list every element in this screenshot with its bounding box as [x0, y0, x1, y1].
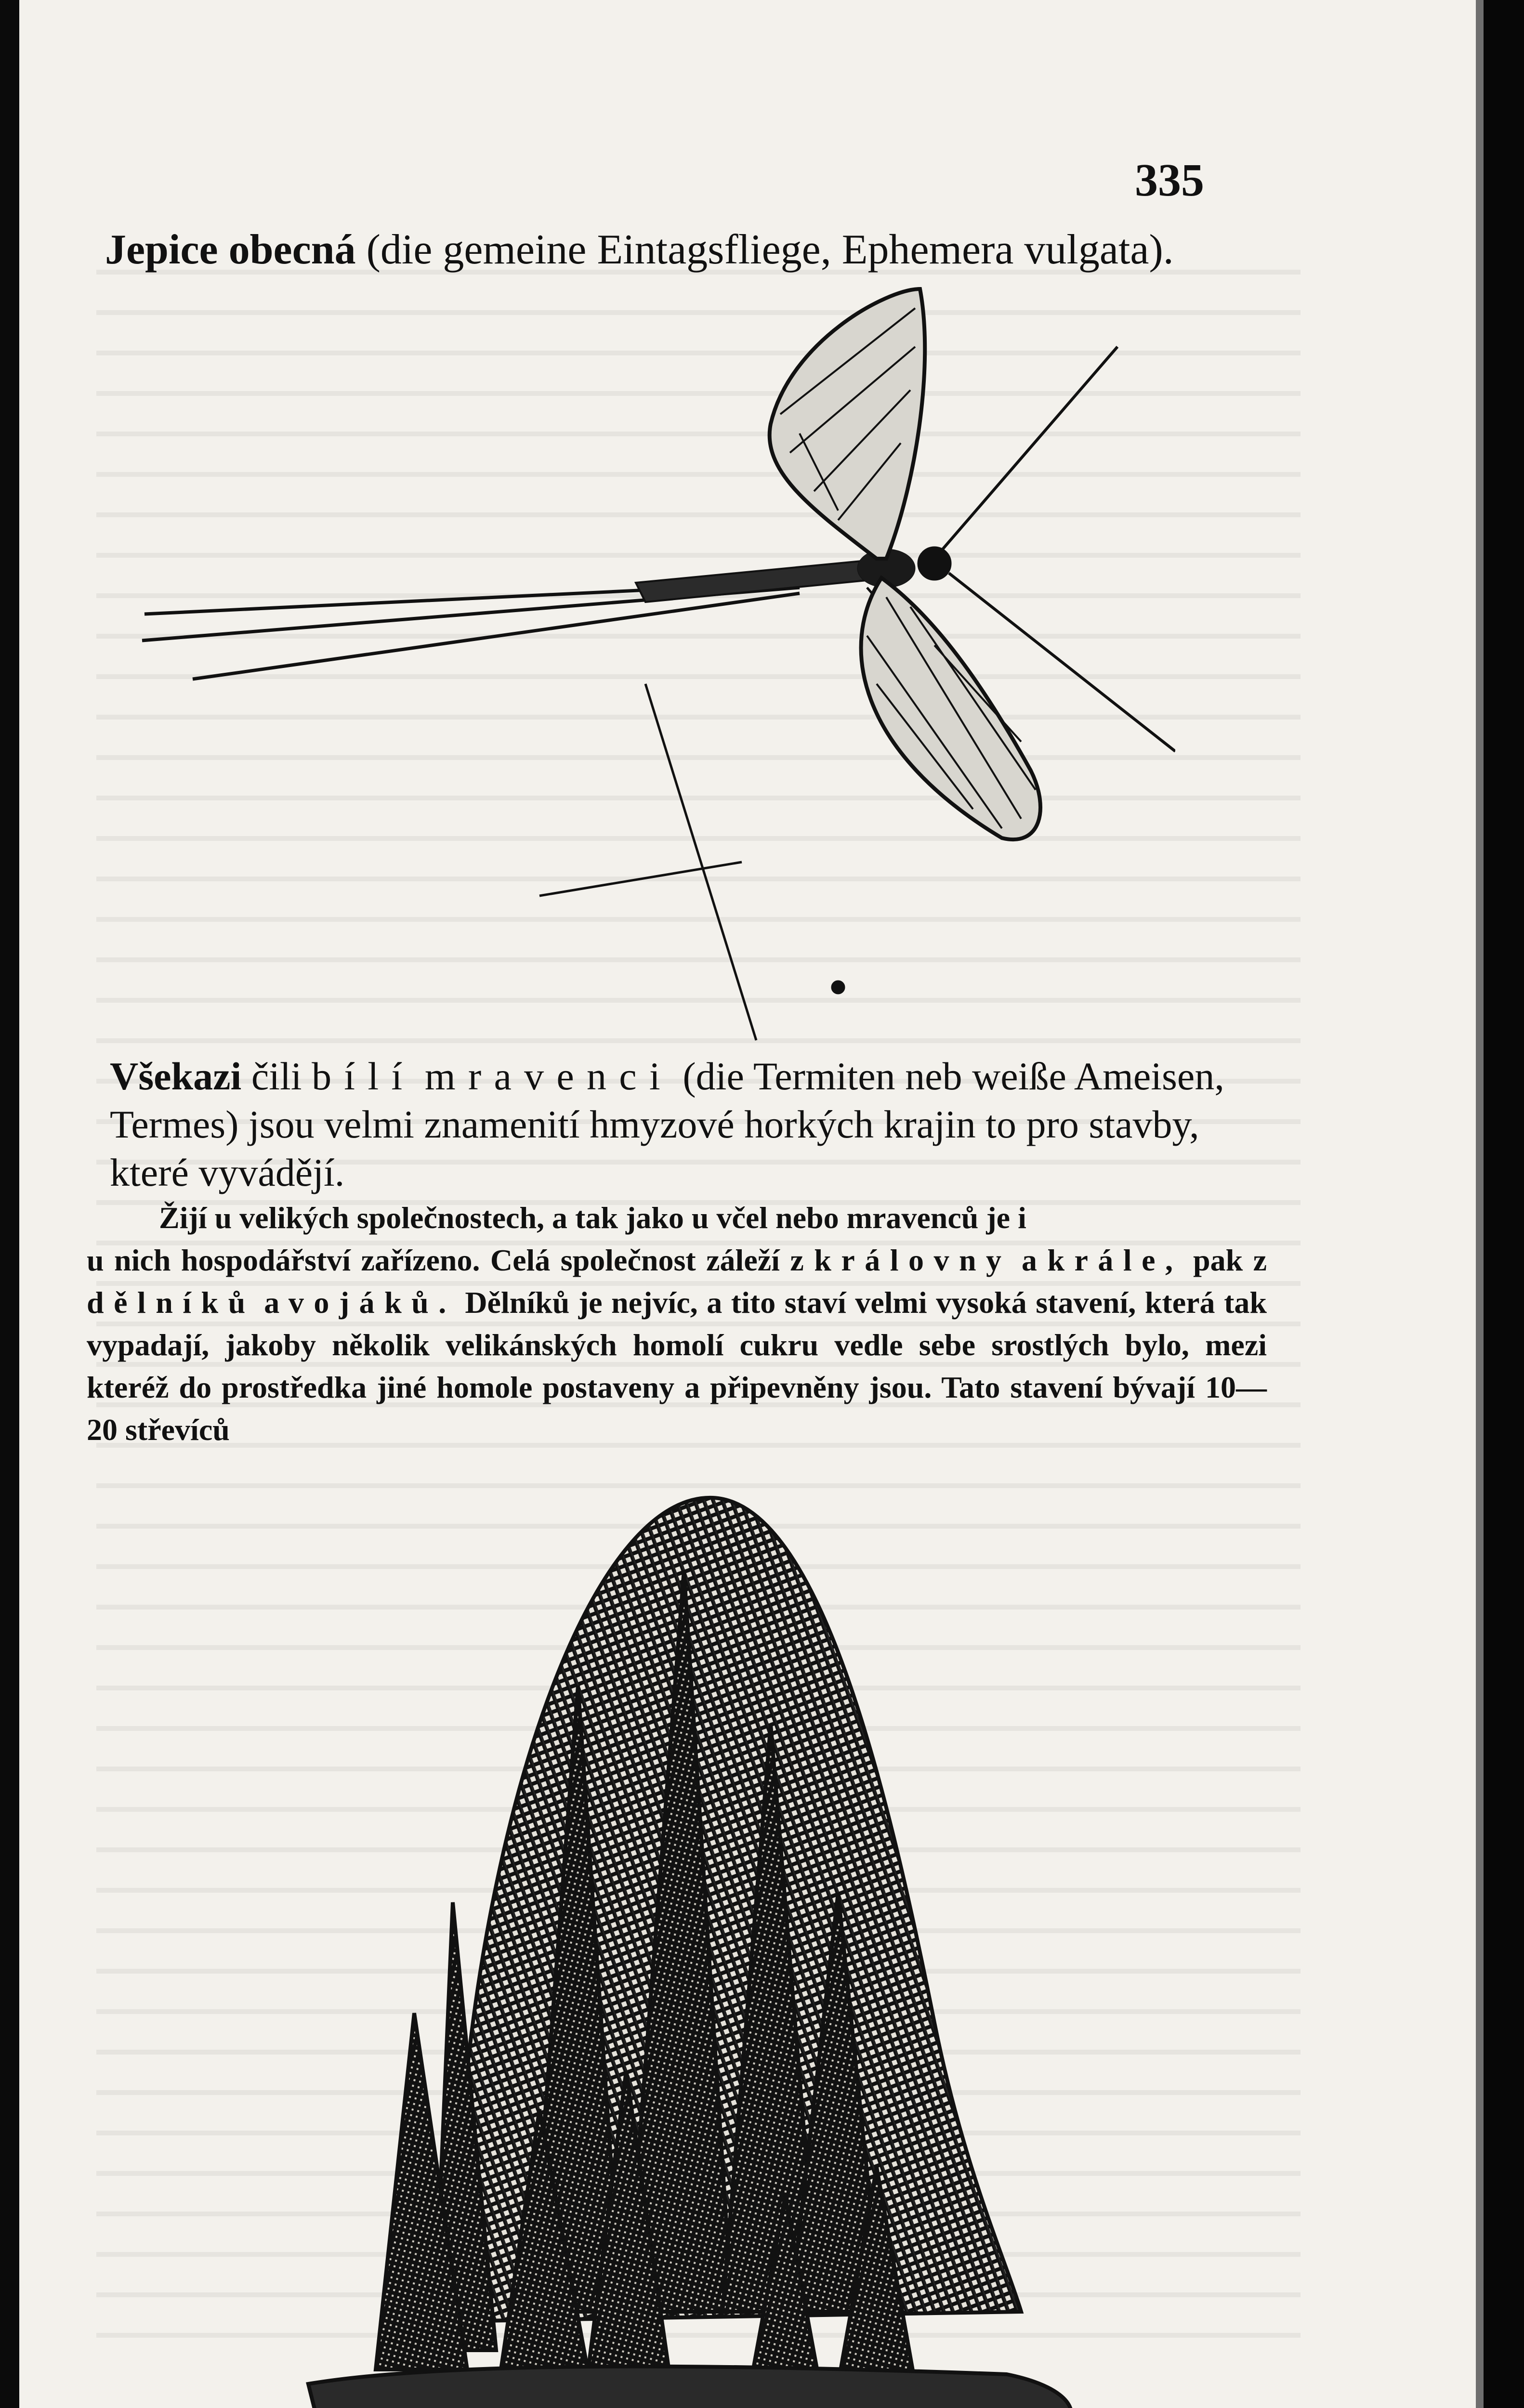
spaced-soldiers: vojáků.	[288, 1285, 456, 1320]
mayfly-caption	[105, 225, 1174, 274]
body-part-3: pak z	[1193, 1243, 1267, 1277]
termites-body	[87, 1197, 1267, 1451]
body-part-4: a	[264, 1285, 280, 1320]
termites-intro	[110, 1052, 1247, 1197]
termites-spaced-2: mravenci	[424, 1054, 673, 1098]
mayfly-name-cz: Jepice obecná	[105, 226, 356, 273]
spaced-queen: královny	[814, 1243, 1012, 1277]
body-part-2: a	[1021, 1243, 1037, 1277]
mayfly-name-latin: Ephemera vulgata).	[841, 226, 1174, 273]
termites-rest: jsou velmi znamenití hmyzové horkých krajin to pro stavby, které vyvádějí.	[110, 1102, 1199, 1194]
book-page	[19, 0, 1484, 2408]
page-number: 335	[1135, 154, 1204, 206]
termites-small-body	[87, 1239, 1267, 1451]
termites-title-rest: čili	[251, 1054, 302, 1098]
spaced-workers: dělníků	[87, 1285, 255, 1320]
mayfly-name-de: (die gemeine Eintagsfliege,	[366, 226, 831, 273]
body-part-5: Dělníků je nejvíc, a tito staví velmi vysoká stavení, která tak vypadají, jakoby několik velikánských homolí cukru vedle sebe srostlých bylo, mezi kteréž do prostředka jiné homole postaveny a připevněny jsou. Tato stavení bývají 10—20 střevíců	[87, 1285, 1267, 1447]
body-part-1: u nich hospodářství zařízeno. Celá společnost záleží z	[87, 1243, 804, 1277]
scan-border	[1484, 0, 1524, 2408]
termites-small-lead: Žijí u velikých společnostech, a tak jako u včel nebo mravenců je i	[159, 1201, 1026, 1235]
termites-title-lead: Všekazi	[110, 1054, 242, 1098]
termites-german: (die Termiten neb weiße Ameisen, Termes)	[110, 1054, 1224, 1146]
termites-spaced-1: bílí	[312, 1054, 415, 1098]
page-edge-shadow	[1476, 0, 1484, 2408]
spaced-king: krále,	[1047, 1243, 1183, 1277]
termite-mound-illustration	[19, 1445, 1127, 2408]
mayfly-illustration	[19, 270, 1175, 1088]
